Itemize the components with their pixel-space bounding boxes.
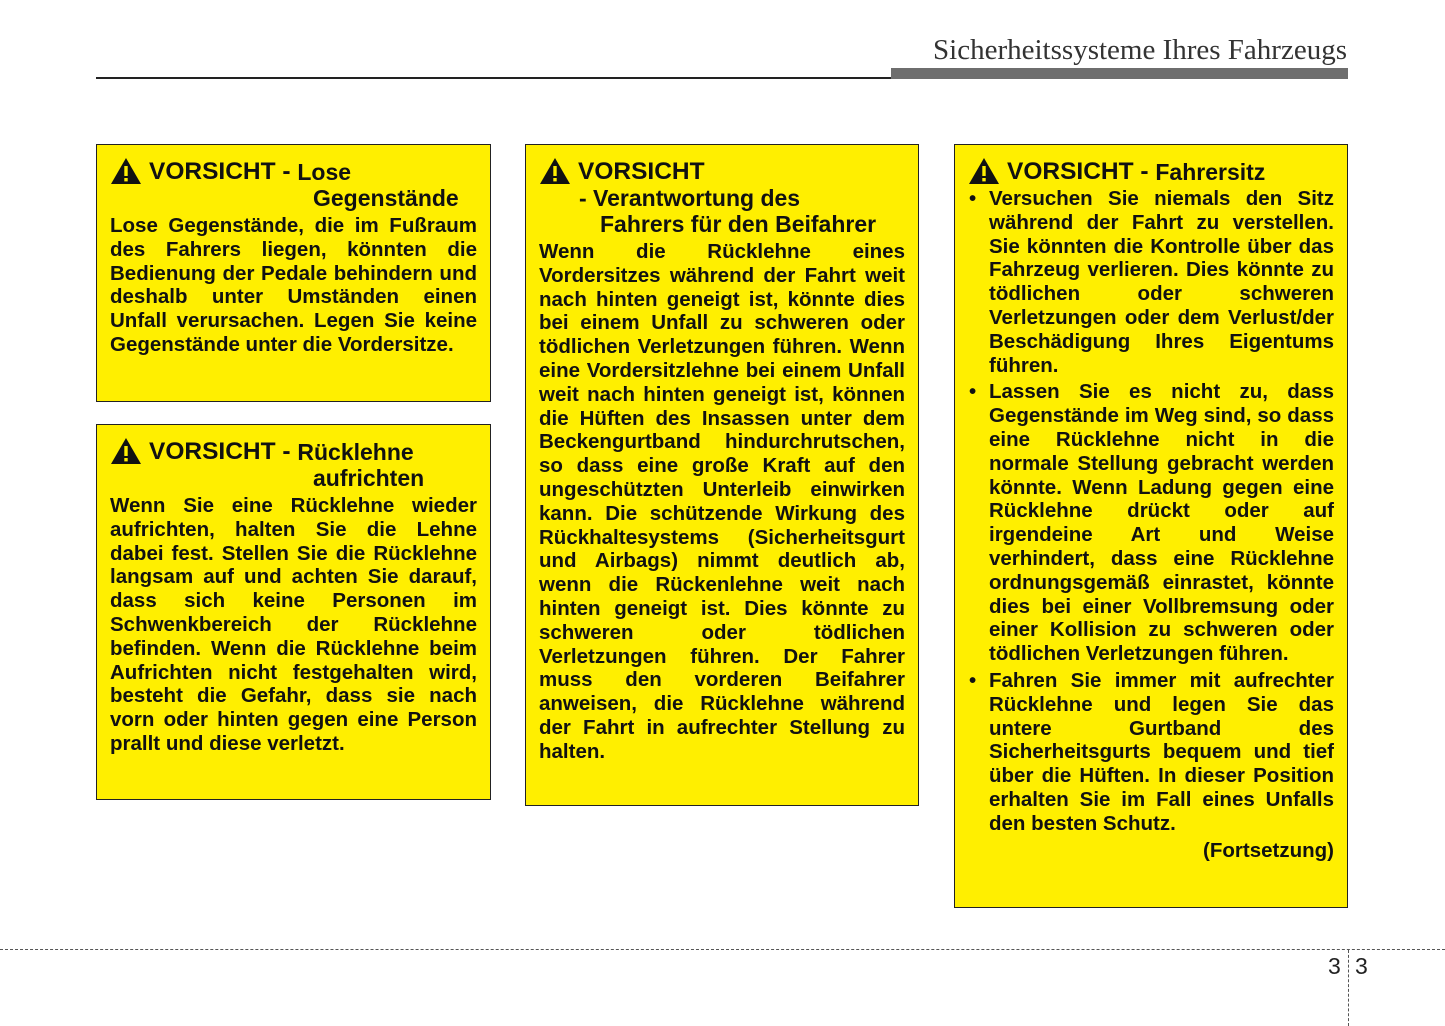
- caution-label: VORSICHT: [1007, 158, 1134, 185]
- caution-separator: -: [275, 158, 298, 185]
- header-rule: [96, 77, 891, 79]
- warning-triangle-icon: [539, 157, 571, 185]
- chapter-number: 3: [1328, 953, 1341, 979]
- page-number: 3: [1355, 953, 1368, 979]
- footer-page-divider: [1348, 950, 1349, 1026]
- caution-subject-line2: aufrichten: [313, 465, 425, 491]
- caution-title: [539, 159, 905, 185]
- caution-title: [110, 439, 477, 465]
- warning-triangle-icon: [110, 437, 142, 465]
- list-item: • Fahren Sie immer mit aufrechter Rücklehne und legen Sie das untere Gurtband des Sicherheitsgurts bequem und tief über die Hüften. In dieser Position erhalten Sie im Fall eines Unfalls den besten Schutz.: [968, 669, 1334, 836]
- caution-subject: - Verantwortung des: [579, 185, 801, 211]
- caution-box-lose-items: [96, 144, 491, 402]
- caution-label: VORSICHT: [578, 158, 705, 185]
- caution-subject-line2: Fahrers für den Beifahrer: [600, 211, 877, 237]
- continued-note: (Fortsetzung): [1203, 838, 1334, 862]
- list-item: • Lassen Sie es nicht zu, dass Gegenstände im Weg sind, so dass eine Rücklehne nicht in die normale Stellung gebracht werden könnte. Wenn Ladung gegen eine Rücklehne drückt oder auf irgendeine Art und Weise verhindert, dass eine Rücklehne ordnungsgemäß einrastet, könnte dies bei einer Vollbremsung oder einer Kollision zu schweren oder tödlichen Verletzungen führen.: [968, 380, 1334, 666]
- header-bar: [891, 68, 1348, 79]
- caution-bullet-list: [968, 187, 1334, 836]
- header-title: Sicherheitssysteme Ihres Fahrzeugs: [933, 34, 1347, 66]
- caution-body: Lose Gegenstände, die im Fußraum des Fahrers liegen, könnten die Bedienung der Pedale behindern und deshalb unter Umständen einen Unfall verursachen. Legen Sie keine Gegenstände unter die Vordersitze.: [110, 214, 477, 356]
- caution-subject: Fahrersitz: [1155, 159, 1266, 185]
- list-item: • Versuchen Sie niemals den Sitz während der Fahrt zu verstellen. Sie könnten die Kontrolle über das Fahrzeug verlieren. Dies könnte zu tödlichen oder schweren Verletzungen oder dem Verlust/der Beschädigung Ihres Eigentums führen.: [968, 187, 1334, 377]
- caution-box-driver-seat: [954, 144, 1348, 908]
- caution-body: Wenn die Rücklehne eines Vordersitzes während der Fahrt weit nach hinten geneigt ist, könnte dies bei einem Unfall zu schweren oder tödlichen Verletzungen führen. Wenn eine Vordersitzlehne bei einem Unfall weit nach hinten geneigt ist, können die Hüften des Insassen unter dem Beckengurtband hindurchrutschen, so dass eine große Kraft auf den ungeschützten Unterleib einwirken kann. Die schützende Wirkung des Rückhaltesystems (Sicherheitsgurt und Airbags) nimmt deutlich ab, wenn die Rückenlehne weit nach hinten geneigt ist. Dies könnte zu schweren oder tödlichen Verletzungen führen. Der Fahrer muss den vorderen Beifahrer anweisen, die Rücklehne während der Fahrt in aufrechter Stellung zu halten.: [539, 240, 905, 763]
- caution-title: [110, 159, 477, 185]
- caution-subject: Lose: [297, 159, 352, 185]
- warning-triangle-icon: [110, 157, 142, 185]
- caution-label: VORSICHT: [149, 158, 276, 185]
- caution-body: Wenn Sie eine Rücklehne wieder aufrichten, halten Sie die Lehne dabei fest. Stellen Sie die Rücklehne langsam auf und achten Sie darauf, dass sich keine Personen im Schwenkbereich der Rücklehne befinden. Wenn die Rücklehne beim Aufrichten nicht festgehalten wird, besteht die Gefahr, dass sie nach vorn oder hinten gegen eine Person prallt und diese verletzt.: [110, 494, 477, 755]
- caution-separator: -: [1133, 158, 1156, 185]
- caution-box-seatback-raise: [96, 424, 491, 800]
- caution-separator: -: [275, 438, 298, 465]
- caution-box-passenger-responsibility: [525, 144, 919, 806]
- caution-label: VORSICHT: [149, 438, 276, 465]
- warning-triangle-icon: [968, 157, 1000, 185]
- footer-dashed-rule: [0, 949, 1445, 950]
- caution-subject: Rücklehne: [297, 439, 414, 465]
- caution-subject-line2: Gegenstände: [313, 185, 459, 211]
- caution-title: [968, 159, 1334, 185]
